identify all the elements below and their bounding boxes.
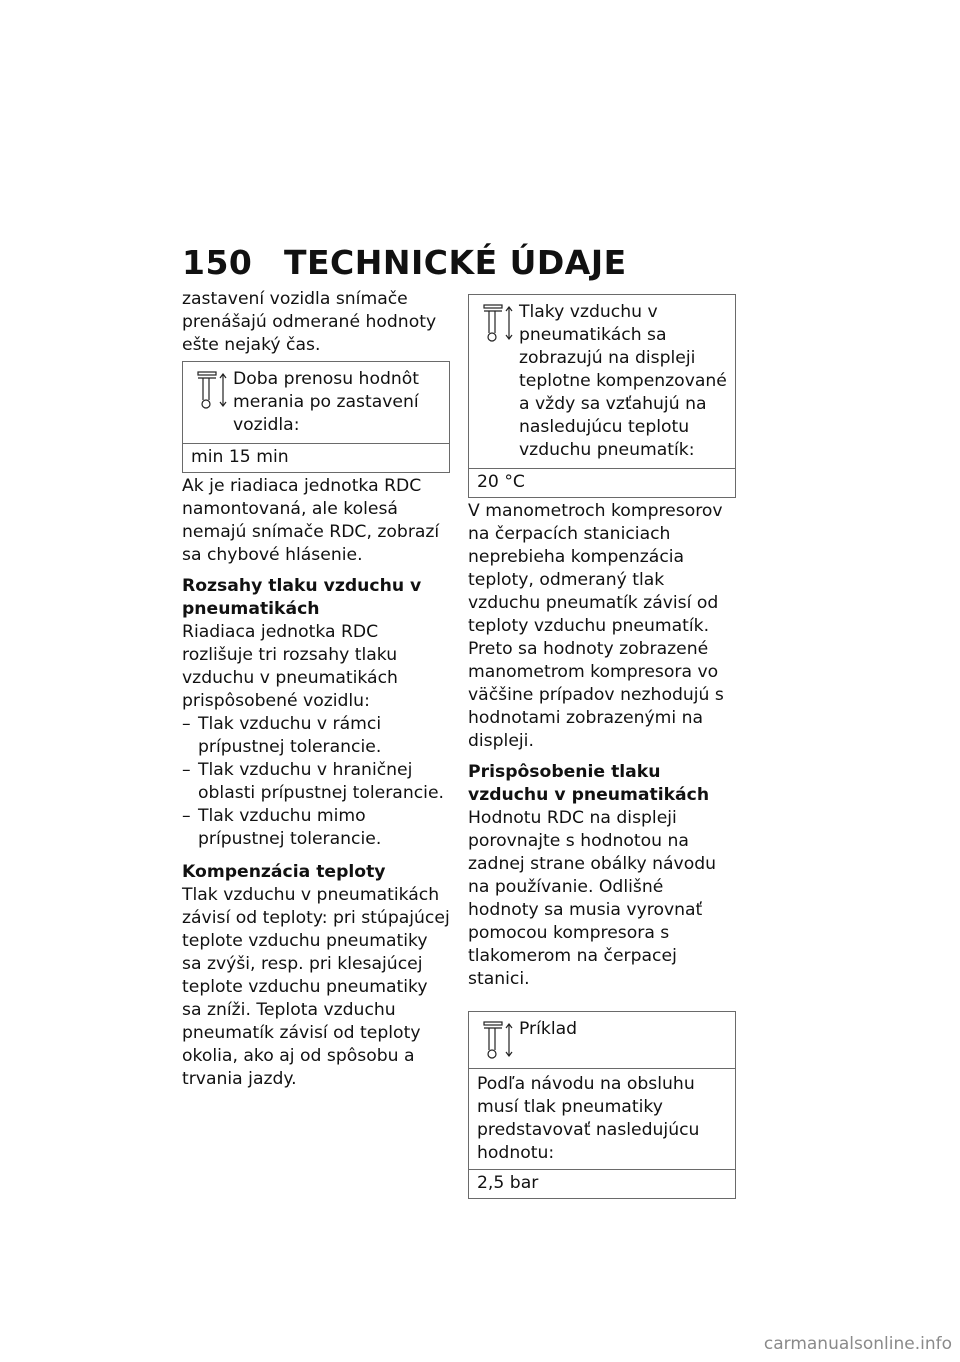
ranges-paragraph: Riadiaca jednotka RDC rozlišuje tri rozsahy tlaku vzduchu v pneumatikách prispôsobené vozidlu: xyxy=(182,622,398,711)
box-text: Podľa návodu na obsluhu musí tlak pneumatiky predstavovať nasledujúcu hodnotu: xyxy=(469,1068,735,1169)
box-value: min 15 min xyxy=(183,443,449,472)
box-label: Doba prenosu hodnôt merania po zastavení vozidla: xyxy=(233,369,420,435)
box-title: Príklad xyxy=(519,1019,578,1039)
manometer-paragraph: V manometroch kompresorov na čerpacích staniciach neprebieha kompenzácia teploty, odmeraný tlak vzduchu pneumatík závisí od teploty vzduchu pneumatík. Preto sa hodnoty zobrazené manometrom kompresora vo väčšine prípadov nezhodujú s hodnotami zobrazenými na displeji. xyxy=(468,501,724,751)
box-value: 2,5 bar xyxy=(469,1169,735,1198)
ranges-list xyxy=(182,713,450,851)
tire-pressure-icon xyxy=(195,370,229,410)
rdc-paragraph: Ak je riadiaca jednotka RDC namontovaná, ale kolesá nemajú snímače RDC, zobrazí sa chybové hlásenie. xyxy=(182,476,440,565)
box-label: Tlaky vzduchu v pneumatikách sa zobrazujú na displeji teplotne kompenzované a vždy sa vzťahujú na nasledujúcu teplotu vzduchu pneumatík: xyxy=(519,302,727,460)
box-header xyxy=(469,295,735,468)
left-column xyxy=(182,288,450,1099)
example-box xyxy=(468,1011,736,1199)
list-item: – Tlak vzduchu mimo prípustnej tolerancie. xyxy=(182,806,382,849)
list-item: – Tlak vzduchu v rámci prípustnej tolerancie. xyxy=(182,714,382,757)
compensated-pressure-box xyxy=(468,294,736,498)
heading-pressure-ranges: Rozsahy tlaku vzduchu v pneumatikách xyxy=(182,576,422,619)
page-title: TECHNICKÉ ÚDAJE xyxy=(284,243,627,282)
box-value: 20 °C xyxy=(469,468,735,497)
box-header xyxy=(469,1012,735,1068)
page-header xyxy=(182,243,627,282)
box-header xyxy=(183,362,449,443)
tire-pressure-icon xyxy=(481,1020,515,1060)
heading-temperature-compensation: Kompenzácia teploty xyxy=(182,862,386,882)
tire-pressure-icon xyxy=(481,303,515,343)
compensation-paragraph: Tlak vzduchu v pneumatikách závisí od teploty: pri stúpajúcej teplote vzduchu pneumatiky sa zvýši, resp. pri klesajúcej teplote vzduchu pneumatiky sa zníži. Teplota vzduchu pneumatík závisí od teploty okolia, ako aj od spôsobu a trvania jazdy. xyxy=(182,885,450,1089)
adaptation-paragraph: Hodnotu RDC na displeji porovnajte s hodnotou na zadnej strane obálky návodu na používanie. Odlišné hodnoty sa musia vyrovnať pomocou kompresora s tlakomerom na čerpacej stanici. xyxy=(468,808,717,989)
list-item: – Tlak vzduchu v hraničnej oblasti prípustnej tolerancie. xyxy=(182,760,444,803)
watermark: carmanualsonline.info xyxy=(763,1334,952,1354)
intro-paragraph: zastavení vozidla snímače prenášajú odmerané hodnoty ešte nejaký čas. xyxy=(182,289,437,355)
heading-pressure-adaptation: Prispôsobenie tlaku vzduchu v pneumatikách xyxy=(468,762,710,805)
page-number: 150 xyxy=(182,243,253,282)
transmission-time-box xyxy=(182,361,450,473)
right-column xyxy=(468,294,736,1201)
